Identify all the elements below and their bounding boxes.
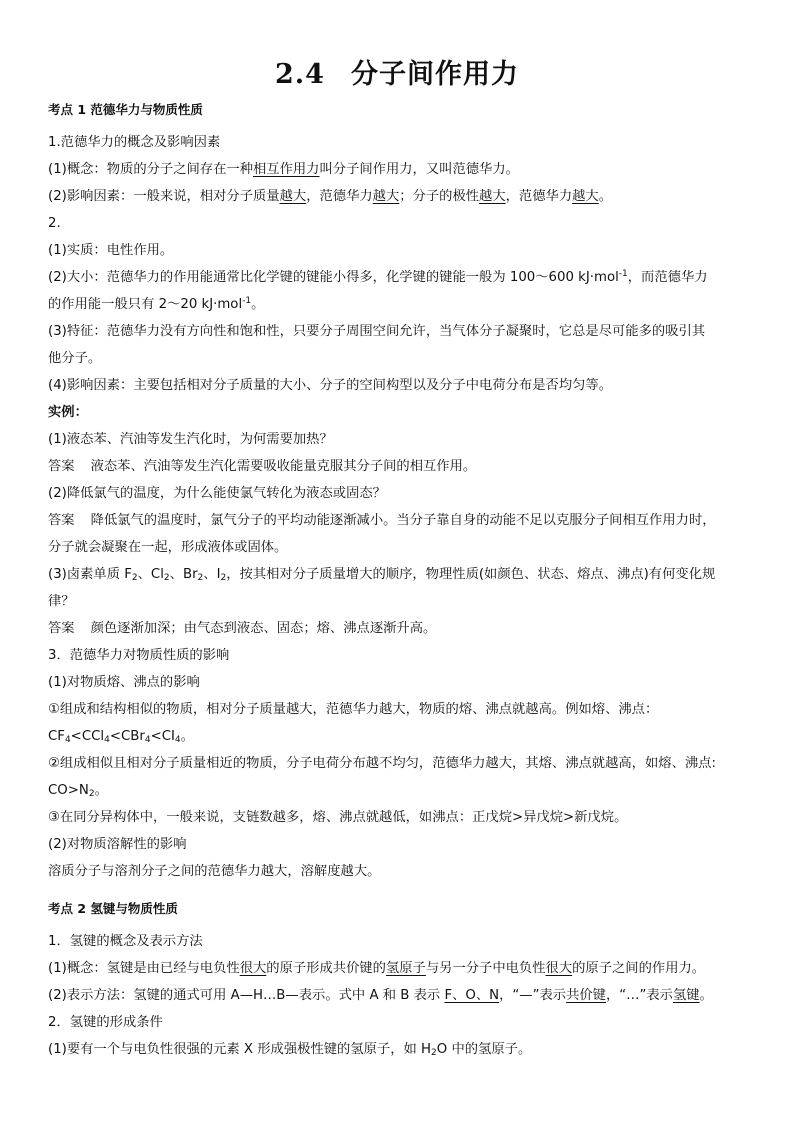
examples-heading: 实例： — [48, 405, 88, 420]
answer: 答案 颜色逐渐加深；由气态到液态、固态；熔、沸点逐渐升高。 — [48, 621, 437, 636]
paragraph: ③在同分异构体中，一般来说，支链数越多，熔、沸点就越低，如沸点：正戊烷>异戊烷>新戊烷。 — [48, 810, 628, 825]
document-body — [48, 96, 760, 1063]
paragraph: (2)表示方法：氢键的通式可用 A—H…B—表示。式中 A 和 B 表示 F、O、N，“—”表示共价键，“…”表示氢键。 — [48, 988, 713, 1003]
question: (1)液态苯、汽油等发生汽化时，为何需要加热？ — [48, 432, 333, 447]
paragraph: (1)实质：电性作用。 — [48, 243, 174, 258]
question-continued: 律？ — [48, 594, 75, 609]
paragraph: (2)大小：范德华力的作用能通常比化学键的键能小得多，化学键的键能一般为 100～600 kJ·mol$^{-1}$，而范德华力 — [48, 269, 708, 285]
subsection-heading: 2. — [48, 216, 61, 231]
paragraph: (1)概念：氢键是由已经与电负性很大的原子形成共价键的氢原子与另一分子中电负性很大的原子之间的作用力。 — [48, 961, 706, 976]
paragraph: 溶质分子与溶剂分子之间的范德华力越大，溶解度越大。 — [48, 864, 381, 879]
paragraph: (2)对物质溶解性的影响 — [48, 837, 187, 852]
section-2-heading: 考点 2 氢键与物质性质 — [48, 901, 178, 916]
paragraph: ①组成和结构相似的物质，相对分子质量越大，范德华力越大，物质的熔、沸点就越高。例如熔、沸点： — [48, 702, 659, 717]
question: (2)降低氯气的温度，为什么能使氯气转化为液态或固态？ — [48, 486, 386, 501]
paragraph: (1)对物质熔、沸点的影响 — [48, 675, 200, 690]
answer: 答案 降低氯气的温度时，氯气分子的平均动能逐渐减小。当分子靠自身的动能不足以克服分子间相互作用力时， — [48, 513, 716, 528]
page-title — [0, 52, 794, 91]
subsection-heading: 1．氢键的概念及表示方法 — [48, 934, 203, 949]
paragraph: (1)要有一个与电负性很强的元素 X 形成强极性键的氢原子，如 $H_2O$ 中的氢原子。 — [48, 1042, 532, 1058]
answer: 答案 液态苯、汽油等发生汽化需要吸收能量克服其分子间的相互作用。 — [48, 459, 477, 474]
section-1-heading: 考点 1 范德华力与物质性质 — [48, 102, 203, 117]
question: (3)卤素单质 $F_2$、$Cl_2$、$Br_2$、$I_2$，按其相对分子质量增大的顺序，物理性质(如颜色、状态、熔点、沸点)有何变化规 — [48, 567, 716, 583]
formula-line: $CO>N_2$。 — [48, 783, 108, 799]
title-text: 分子间作用力 — [350, 59, 519, 90]
subsection-heading: 2．氢键的形成条件 — [48, 1015, 163, 1030]
formula-line: $CF_4<CCl_4<CBr_4<CI_4$。 — [48, 729, 194, 745]
paragraph: ②组成相似且相对分子质量相近的物质，分子电荷分布越不均匀，范德华力越大，其熔、沸点就越高，如熔、沸点: — [48, 756, 716, 771]
paragraph: (2)影响因素：一般来说，相对分子质量越大，范德华力越大；分子的极性越大，范德华力越大。 — [48, 189, 613, 204]
paragraph: (1)概念：物质的分子之间存在一种相互作用力叫分子间作用力，又叫范德华力。 — [48, 162, 519, 177]
paragraph: 他分子。 — [48, 351, 102, 366]
paragraph: (3)特征：范德华力没有方向性和饱和性，只要分子周围空间允许，当气体分子凝聚时，它总是尽可能多的吸引其 — [48, 324, 706, 339]
paragraph: (4)影响因素：主要包括相对分子质量的大小、分子的空间构型以及分子中电荷分布是否均匀等。 — [48, 378, 613, 393]
paragraph: 的作用能一般只有 2～20 kJ·mol$^{-1}$。 — [48, 296, 265, 312]
answer-continued: 分子就会凝聚在一起，形成液体或固体。 — [48, 540, 288, 555]
subsection-heading: 1.范德华力的概念及影响因素 — [48, 135, 221, 150]
subsection-heading: 3．范德华力对物质性质的影响 — [48, 648, 230, 663]
title-number: 2.4 — [275, 59, 325, 90]
